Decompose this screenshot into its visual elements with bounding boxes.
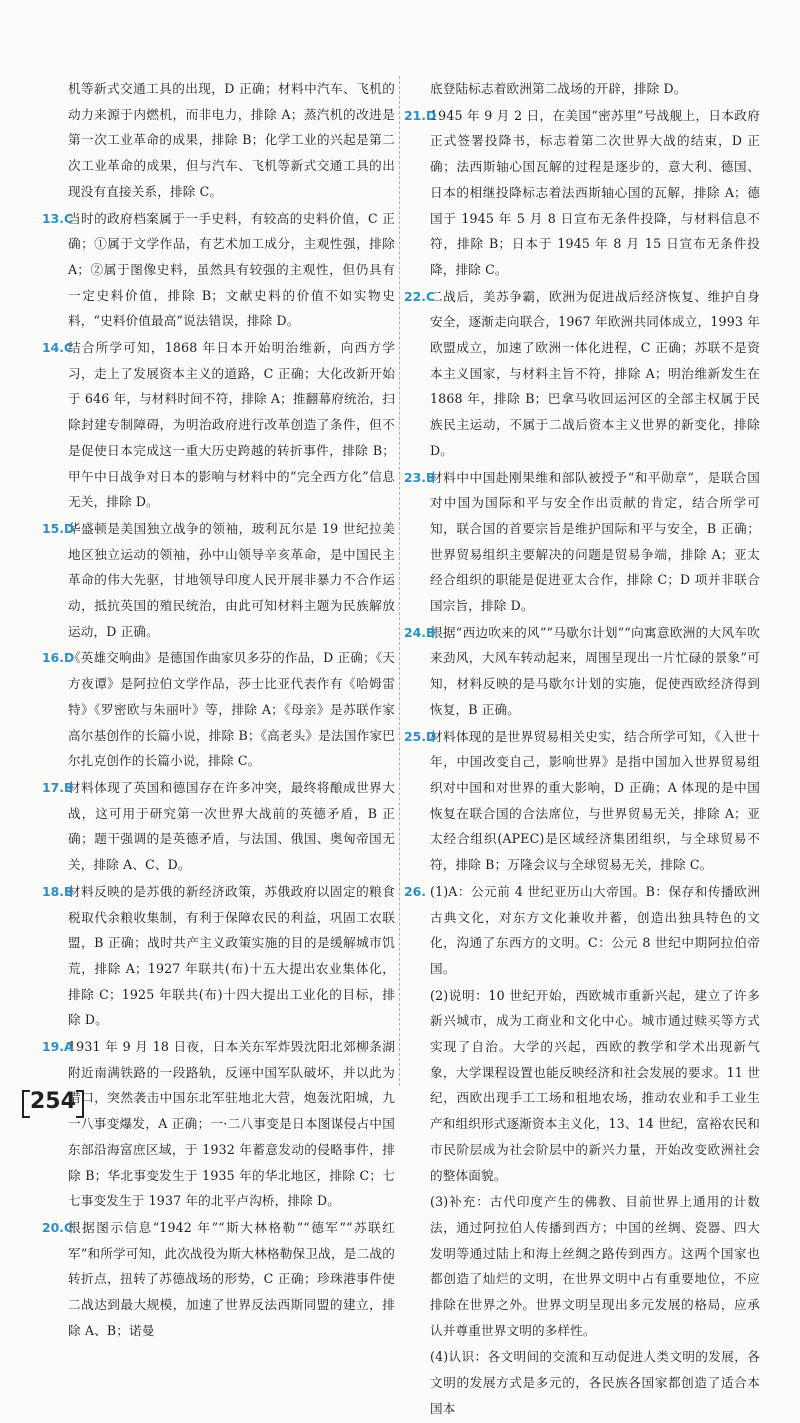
answer-25 xyxy=(404,724,760,878)
question-number: 15.D xyxy=(42,520,75,536)
question-number: 17.B xyxy=(42,779,74,795)
question-number: 19.A xyxy=(42,1039,74,1055)
answer-text: (2)说明：10 世纪开始，西欧城市重新兴起，建立了许多新兴城市，成为工商业和文化中心。城市通过赎买等方式实现了自治。大学的兴起，西欧的教学和学术出现新气象，大学课程设置也能反映经济和社会发展的要求。11 世纪，西欧出现手工工场和租地农场，推动农业和手工业生产和组织形式逐渐资本主义化，13、14 世纪，富裕农民和市民阶层成为社会阶层中的新兴力量，开始改变欧洲社会的整体面貌。 xyxy=(430,987,760,1183)
question-number: 22.C xyxy=(404,288,436,304)
right-column xyxy=(404,76,760,1423)
answer-text: (3)补充：古代印度产生的佛教、目前世界上通用的计数法，通过阿拉伯人传播到西方；中国的丝绸、瓷器、四大发明等通过陆上和海上丝绸之路传到西方。这两个国家也都创造了灿烂的文明，在世界文明中占有重要地位，不应排除在世界之外。世界文明呈现出多元发展的格局，应承认并尊重世界文明的多样性。 xyxy=(430,1194,760,1338)
answer-20-continuation xyxy=(404,76,760,102)
answer-23 xyxy=(404,465,760,619)
answer-text: 结合所学可知，1868 年日本开始明治维新，向西方学习，走上了发展资本主义的道路，C 正确；大化改新开始于 646 年，与材料时间不符，排除 A；推翻幕府统治，扫除封建专制障碍，为明治政府进行改革创造了条件，但不是促使日本完成这一重大历史跨越的转折事件，排除 B；甲午中日战争对日本的影响与材料中的“完全西方化”信息无关，排除 D。 xyxy=(68,340,395,510)
answer-text: 底登陆标志着欧洲第二战场的开辟，排除 D。 xyxy=(430,81,687,96)
answer-17 xyxy=(42,775,395,878)
answer-text: (1)A：公元前 4 世纪亚历山大帝国。B：保存和传播欧洲古典文化，对东方文化兼收并蓄，创造出独具特色的文化，沟通了东西方的文明。C：公元 8 世纪中期阿拉伯帝国。 xyxy=(430,883,760,976)
answer-19 xyxy=(42,1034,395,1214)
answer-20 xyxy=(42,1215,395,1344)
answer-text: 材料体现了英国和德国存在许多冲突，最终将酿成世界大战，这可用于研究第一次世界大战前的英德矛盾，B 正确；题干强调的是英德矛盾，与法国、俄国、奥匈帝国无关，排除 A、C、D。 xyxy=(68,779,395,873)
answer-26-part-4 xyxy=(404,1344,760,1421)
answer-text: (4)认识：各文明间的交流和互动促进人类文明的发展，各文明的发展方式是多元的，各民族各国家都创造了适合本国本 xyxy=(430,1349,760,1416)
answer-text: 二战后，美苏争霸，欧洲为促进战后经济恢复、维护自身安全，逐渐走向联合，1967 年欧洲共同体成立，1993 年欧盟成立，加速了欧洲一体化进程，C 正确；苏联不是资本主义国家，与材料主旨不符，排除 A；明治维新发生在 1868 年，排除 B；巴拿马收回运河区的全部主权属于民族民主运动，不属于二战后资本主义世界的新变化，排除 D。 xyxy=(430,288,760,458)
answer-26-part-3 xyxy=(404,1189,760,1343)
answer-text: 1945 年 9 月 2 日，在美国“密苏里”号战舰上，日本政府正式签署投降书，标志着第二次世界大战的结束，D 正确；法西斯轴心国瓦解的过程是逐步的，意大利、德国、日本的相继投降标志着法西斯轴心国的瓦解，排除 A；德国于 1945 年 5 月 8 日宣布无条件投降，与材料信息不符，排除 B；日本于 1945 年 8 月 15 日宣布无条件投降，排除 C。 xyxy=(430,107,760,277)
answer-text: 1931 年 9 月 18 日夜，日本关东军炸毁沈阳北郊柳条湖附近南满铁路的一段路轨，反诬中国军队破坏，并以此为借口，突然袭击中国东北军驻地北大营，炮轰沈阳城，九一八事变爆发，A 正确；一·二八事变是日本图谋侵占中国东部沿海富庶区域，于 1932 年蓄意发动的侵略事件，排除 B；华北事变发生于 1935 年的华北地区，排除 C；七七事变发生于 1937 年的北平卢沟桥，排除 D。 xyxy=(68,1039,395,1209)
answer-16 xyxy=(42,645,395,774)
answer-text: 材料中中国赴刚果维和部队被授予“和平勋章”，是联合国对中国为国际和平与安全作出贡献的肯定，结合所学可知，联合国的首要宗旨是维护国际和平与安全，B 正确；世界贸易组织主要解决的问题是贸易争端，排除 A；亚太经合组织的职能是促进亚太合作，排除 C；D 项并非联合国宗旨，排除 D。 xyxy=(430,469,760,614)
answer-13 xyxy=(42,206,395,335)
left-column xyxy=(42,76,395,1344)
column-divider xyxy=(399,76,400,1086)
answer-14 xyxy=(42,335,395,515)
question-number: 25.D xyxy=(404,728,437,744)
question-number: 16.D xyxy=(42,650,75,666)
question-number: 20.C xyxy=(42,1219,74,1235)
answer-text: 根据图示信息“1942 年”“斯大林格勒”“德军”“苏联红军”和所学可知，此次战役为斯大林格勒保卫战，是二战的转折点，扭转了苏德战场的形势，C 正确；珍珠港事件使二战达到最大规模，加速了世界反法西斯同盟的建立，排除 A、B；诺曼 xyxy=(68,1219,395,1338)
question-number: 18.B xyxy=(42,883,74,899)
question-number: 24.B xyxy=(404,624,436,640)
answer-18 xyxy=(42,879,395,1033)
question-number: 23.B xyxy=(404,469,436,485)
question-number: 14.C xyxy=(42,340,74,356)
answer-26-part-2 xyxy=(404,983,760,1189)
question-number: 21.D xyxy=(404,107,437,123)
answer-text: 《英雄交响曲》是德国作曲家贝多芬的作品，D 正确；《天方夜谭》是阿拉伯文学作品，莎士比亚代表作有《哈姆雷特》《罗密欧与朱丽叶》等，排除 A；《母亲》是苏联作家高尔基创作的长篇小说，排除 B；《高老头》是法国作家巴尔扎克创作的长篇小说，排除 C。 xyxy=(68,650,395,769)
answer-text: 当时的政府档案属于一手史料，有较高的史料价值，C 正确；①属于文学作品，有艺术加工成分，主观性强，排除 A；②属于图像史料，虽然具有较强的主观性，但仍具有一定史料价值，排除 B；文献史料的价值不如实物史料，“史料价值最高”说法错误，排除 D。 xyxy=(68,210,395,329)
answer-26-part-1 xyxy=(404,879,760,982)
answer-22 xyxy=(404,284,760,464)
answer-text: 根据“西边吹来的风”“马歇尔计划”“向寓意欧洲的大风车吹来劲风，大风车转动起来，周围呈现出一片忙碌的景象”可知，材料反映的是马歇尔计划的实施，促使西欧经济得到恢复，B 正确。 xyxy=(430,624,760,717)
answer-text: 材料反映的是苏俄的新经济政策，苏俄政府以固定的粮食税取代余粮收集制，有利于保障农民的利益，巩固工农联盟，B 正确；战时共产主义政策实施的目的是缓解城市饥荒，排除 A；1927 年联共(布)十五大提出农业集体化，排除 C；1925 年联共(布)十四大提出工业化的目标，排除 D。 xyxy=(68,883,395,1028)
answer-12-continuation xyxy=(42,76,395,205)
answer-24 xyxy=(404,620,760,723)
question-number: 26. xyxy=(404,883,426,899)
answer-21 xyxy=(404,103,760,283)
answer-text: 华盛顿是美国独立战争的领袖，玻利瓦尔是 19 世纪拉美地区独立运动的领袖，孙中山领导辛亥革命，是中国民主革命的伟大先驱，甘地领导印度人民开展非暴力不合作运动，抵抗英国的殖民统治，由此可知材料主题为民族解放运动，D 正确。 xyxy=(68,520,395,639)
answer-15 xyxy=(42,516,395,645)
answer-text: 机等新式交通工具的出现，D 正确；材料中汽车、飞机的动力来源于内燃机，而非电力，排除 A；蒸汽机的改进是第一次工业革命的成果，排除 B；化学工业的兴起是第二次工业革命的成果，但与汽车、飞机等新式交通工具的出现没有直接关系，排除 C。 xyxy=(68,81,395,199)
page-number: 254 xyxy=(26,1088,80,1116)
question-number: 13.C xyxy=(42,210,74,226)
answer-text: 材料体现的是世界贸易相关史实，结合所学可知，《入世十年，中国改变自己，影响世界》是指中国加入世界贸易组织对中国和对世界的重大影响，D 正确；A 体现的是中国恢复在联合国的合法席位，与世界贸易无关，排除 A；亚太经合组织(APEC)是区域经济集团组织，与全球贸易不符，排除 B；万隆会议与全球贸易无关，排除 C。 xyxy=(430,728,760,873)
